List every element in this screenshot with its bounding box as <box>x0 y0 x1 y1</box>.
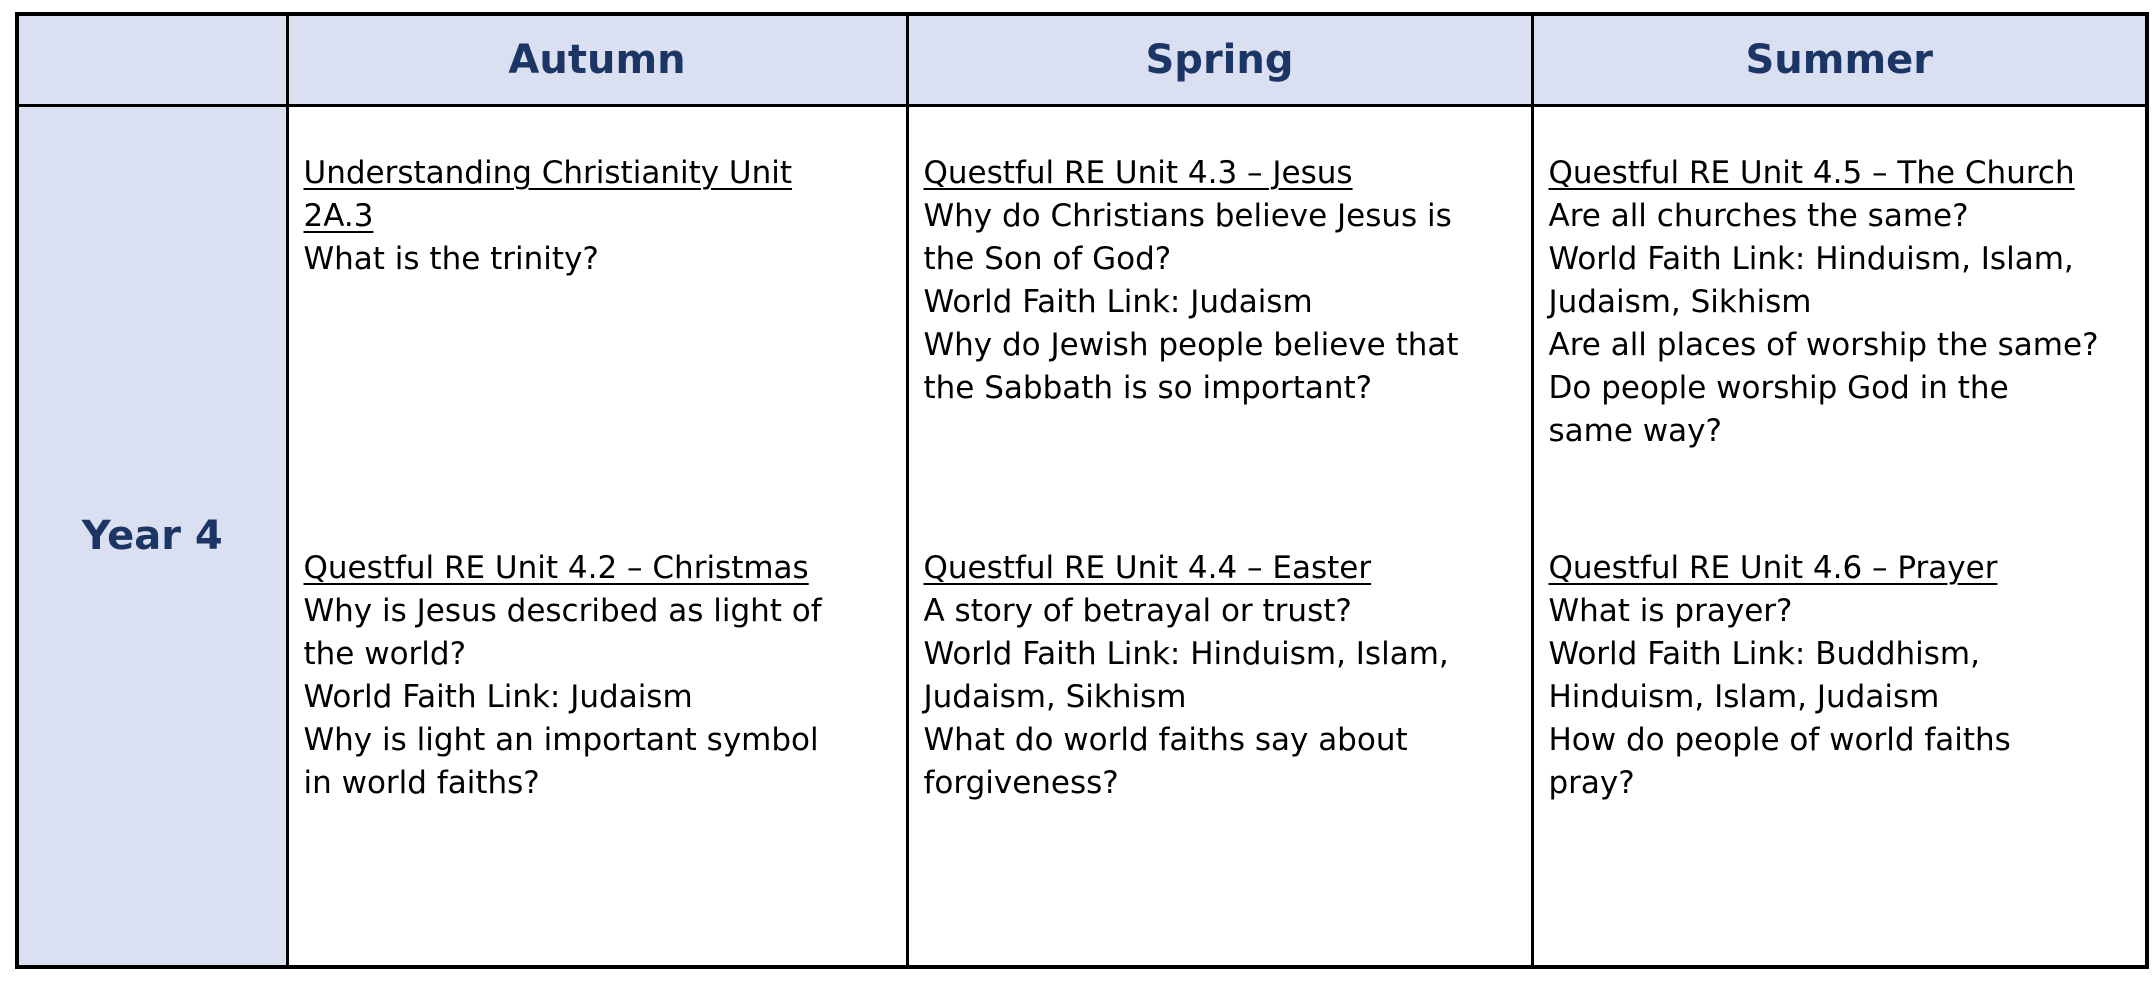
text-line: Why do Christians believe Jesus is <box>923 197 1452 234</box>
text-line: the Sabbath is so important? <box>923 369 1373 406</box>
text-line: World Faith Link: Judaism <box>923 283 1313 320</box>
unit-title-line: Questful RE Unit 4.3 – Jesus <box>923 154 1353 191</box>
spring-content <box>924 152 1517 805</box>
unit-title-line: Questful RE Unit 4.6 – Prayer <box>1548 549 1998 586</box>
text-line: forgiveness? <box>923 764 1119 801</box>
text-line: Judaism, Sikhism <box>923 678 1187 715</box>
term-cell-spring <box>907 105 1532 967</box>
summer-content <box>1549 152 2132 805</box>
text-line: Are all places of worship the same? <box>1548 326 2099 363</box>
autumn-content <box>304 152 892 805</box>
unit-title-line: Questful RE Unit 4.4 – Easter <box>923 549 1372 586</box>
header-spring: Spring <box>907 14 1532 105</box>
text-line: same way? <box>1548 412 1722 449</box>
curriculum-table <box>15 12 2149 969</box>
text-line: Are all churches the same? <box>1548 197 1969 234</box>
year-label: Year 4 <box>81 512 223 559</box>
text-line: World Faith Link: Buddhism, <box>1548 635 1980 672</box>
unit-block <box>304 152 892 547</box>
header-summer: Summer <box>1532 14 2147 105</box>
text-line: World Faith Link: Judaism <box>303 678 693 715</box>
text-line: World Faith Link: Hinduism, Islam, <box>1548 240 2074 277</box>
header-autumn: Autumn <box>287 14 907 105</box>
unit-title-line: Questful RE Unit 4.2 – Christmas <box>303 549 809 586</box>
text-line: What do world faiths say about <box>923 721 1408 758</box>
text-line: What is prayer? <box>1548 592 1793 629</box>
corner-cell <box>17 14 287 105</box>
unit-title-line: 2A.3 <box>303 197 374 234</box>
text-line: Why is light an important symbol <box>303 721 819 758</box>
year-4-row <box>17 105 2147 967</box>
unit-block <box>924 547 1517 805</box>
unit-block <box>1549 152 2132 547</box>
text-line: A story of betrayal or trust? <box>923 592 1352 629</box>
text-line: the world? <box>303 635 467 672</box>
unit-title-line: Questful RE Unit 4.5 – The Church <box>1548 154 2075 191</box>
year-label-cell <box>17 105 287 967</box>
unit-block <box>1549 547 2132 805</box>
text-line: pray? <box>1548 764 1635 801</box>
term-cell-summer <box>1532 105 2147 967</box>
text-line: What is the trinity? <box>303 240 599 277</box>
text-line: in world faiths? <box>303 764 540 801</box>
text-line: How do people of world faiths <box>1548 721 2011 758</box>
text-line: World Faith Link: Hinduism, Islam, <box>923 635 1449 672</box>
unit-block <box>304 547 892 805</box>
unit-block <box>924 152 1517 547</box>
unit-title-line: Understanding Christianity Unit <box>303 154 793 191</box>
text-line: Do people worship God in the <box>1548 369 2009 406</box>
text-line: Why is Jesus described as light of <box>303 592 822 629</box>
text-line: Hinduism, Islam, Judaism <box>1548 678 1940 715</box>
term-cell-autumn <box>287 105 907 967</box>
header-row <box>17 14 2147 105</box>
text-line: Judaism, Sikhism <box>1548 283 1812 320</box>
text-line: Why do Jewish people believe that <box>923 326 1459 363</box>
text-line: the Son of God? <box>923 240 1172 277</box>
